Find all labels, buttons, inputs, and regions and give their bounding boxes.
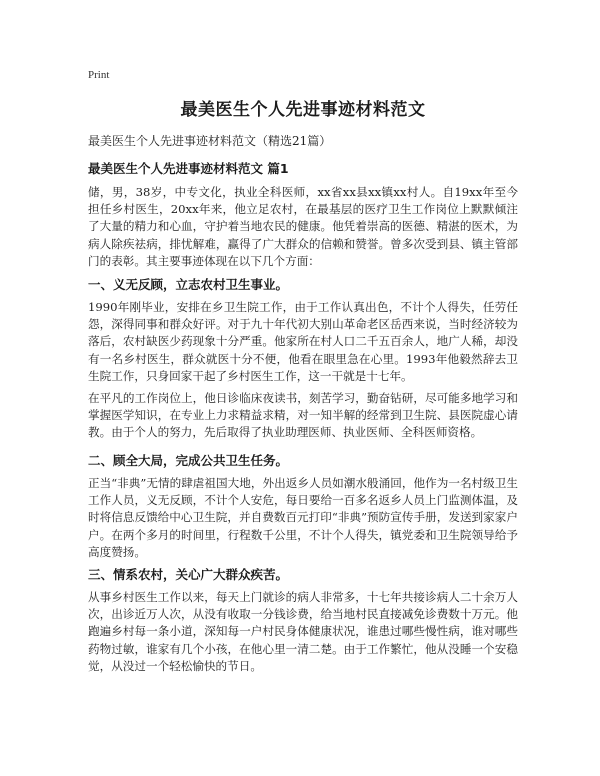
section-2-paragraph: 正当“非典”无情的肆虐祖国大地，外出返乡人员如潮水般涌回，他作为一名村级卫生工作人员，义无反顾，不计个人安危，每日要给一百多名返乡人员上门监测体温，及时将信息反馈给中心卫生院，并自费数百元打印“非典”预防宣传手册，发送到家家户户。在两个多月的时间里，行程数千公里，不计个人得失，镇党委和卫生院领导给予高度赞扬。: [88, 476, 518, 559]
section-1-paragraph-2: 在平凡的工作岗位上，他日诊临床夜读书，刻苦学习，勤奋钻研，尽可能多地学习和掌握医学知识，在专业上力求精益求精，对一知半解的经常到卫生院、县医院虚心请教。由于个人的努力，先后取得了执业助理医师、执业医师、全科医师资格。: [88, 391, 518, 440]
print-link[interactable]: Print: [88, 69, 110, 81]
section-heading-3: 三、情系农村，关心广大群众疾苦。: [88, 567, 289, 582]
document-subtitle: 最美医生个人先进事迹材料范文（精选21篇）: [88, 134, 332, 148]
section-heading-1: 一、义无反顾，立志农村卫生事业。: [88, 277, 289, 292]
section-3-paragraph: 从事乡村医生工作以来，每天上门就诊的病人非常多，十七年共接诊病人二十余万人次，出诊近万人次，从没有收取一分钱诊费，给当地村民直接减免诊费数十万元。他跑遍乡村每一条小道，深知每一户村民身体健康状况，谁患过哪些慢性病，谁对哪些药物过敏，谁家有几个小孩，在他心里一清二楚。由于工作繁忙，他从没睡一个安稳觉，从没过一个轻松愉快的节日。: [88, 590, 518, 673]
article-heading: 最美医生个人先进事迹材料范文 篇1: [88, 161, 289, 176]
section-heading-2: 二、顾全大局，完成公共卫生任务。: [88, 453, 289, 468]
page-title: 最美医生个人先进事迹材料范文: [180, 100, 426, 120]
intro-paragraph: 储，男，38岁，中专文化，执业全科医师，xx省xx县xx镇xx村人。自19xx年至今担任乡村医生，20xx年来，他立足农村，在最基层的医疗卫生工作岗位上默默倾注了大量的精力和心血，守护着当地农民的健康。他凭着崇高的医德、精湛的医术，为病人除疾祛病，排忧解难，赢得了广大群众的信赖和赞誉。曾多次受到县、镇主管部门的表彰。其主要事迹体现在以下几个方面：: [88, 185, 518, 268]
section-1-paragraph-1: 1990年刚毕业，安排在乡卫生院工作，由于工作认真出色，不计个人得失，任劳任怨，深得同事和群众好评。对于九十年代初大别山革命老区岳西来说，当时经济较为落后，农村缺医少药现象十分严重。他家所在村人口二千五百余人，地广人稀，却没有一名乡村医生，群众就医十分不便，他看在眼里急在心里。1993年他毅然辞去卫生院工作，只身回家干起了乡村医生工作，这一干就是十七年。: [88, 300, 518, 383]
